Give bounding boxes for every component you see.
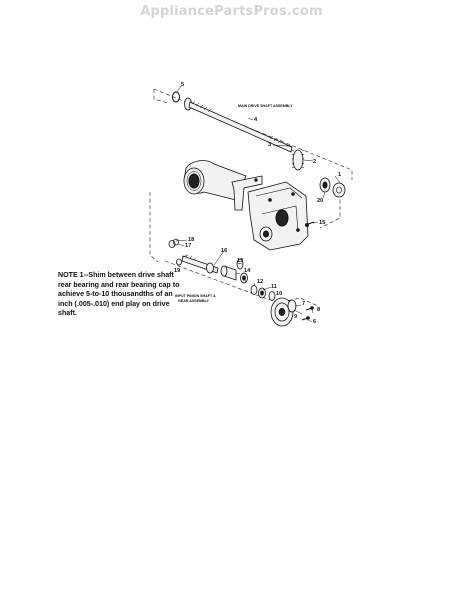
callout-2: 2 [313, 159, 317, 165]
callout-14: 14 [244, 268, 251, 274]
shim-note: NOTE 1--Shim between drive shaft rear bearing and rear bearing cap to achieve 5-to-10 thousandths of an inch (.005-.010) end play on drive shaft. [58, 271, 180, 318]
input-pinion-title-line2: GEAR ASSEMBLY [178, 299, 209, 303]
callout-9: 9 [294, 314, 298, 320]
callout-13: 13 [237, 258, 244, 264]
callout-10: 10 [276, 291, 283, 297]
callout-20: 20 [317, 198, 324, 204]
input-pinion-assembly [169, 239, 313, 326]
callout-6: 6 [313, 319, 317, 325]
callout-15: 15 [319, 220, 326, 226]
main-drive-shaft-title: MAIN DRIVE SHAFT ASSEMBLY [238, 104, 293, 108]
part-2-gear [293, 150, 303, 170]
callout-11: 11 [271, 284, 277, 290]
callout-8: 8 [317, 307, 321, 313]
callout-19: 19 [174, 268, 181, 274]
part-1-bearing-cap [333, 183, 345, 197]
callout-4: 4 [254, 117, 258, 123]
callout-12: 12 [257, 279, 264, 285]
callout-16: 16 [221, 248, 228, 254]
callout-1: 1 [338, 172, 342, 178]
callout-18: 18 [188, 237, 195, 243]
watermark: AppliancePartsPros.com [140, 4, 323, 19]
gear-housing [184, 159, 317, 250]
callout-5: 5 [181, 82, 185, 88]
callout-17: 17 [185, 243, 192, 249]
input-pinion-title-line1: INPUT PINION SHAFT & [175, 294, 216, 298]
callout-7: 7 [302, 301, 306, 307]
callout-3: 3 [268, 142, 272, 148]
